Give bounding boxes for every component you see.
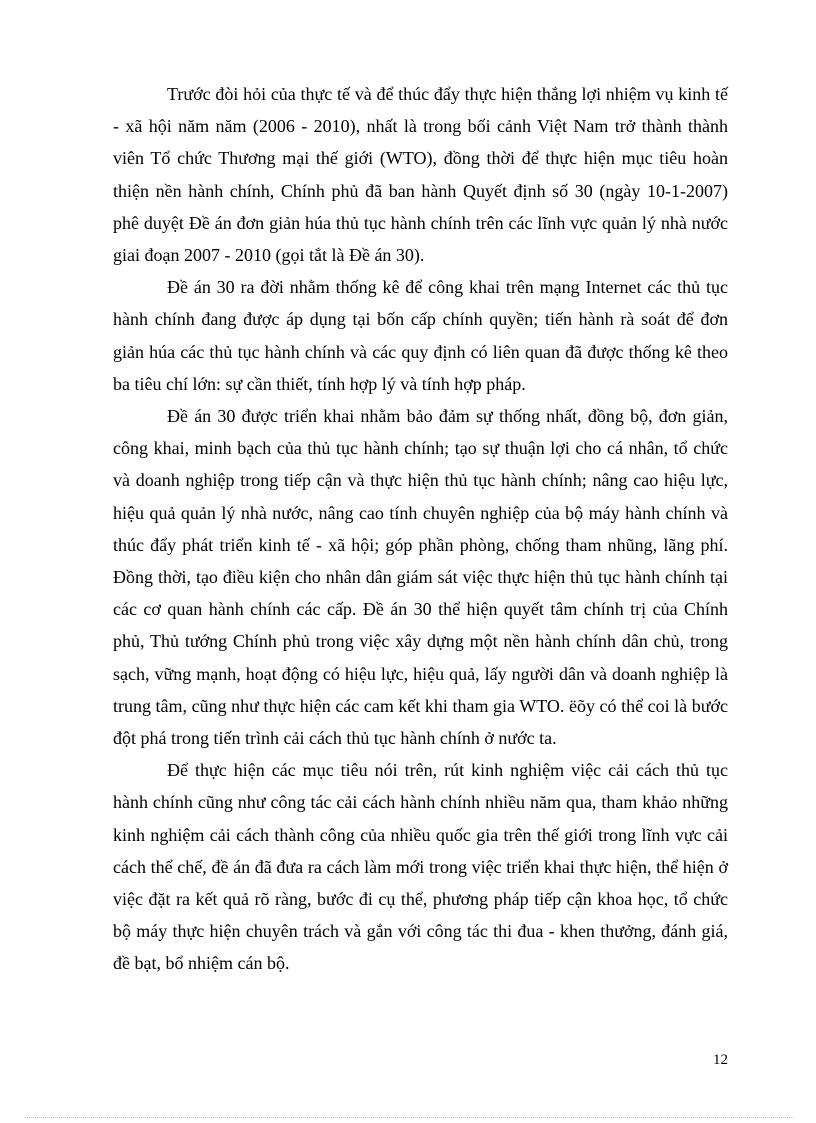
paragraph-1: Trước đòi hỏi của thực tế và để thúc đẩy thực hiện thắng lợi nhiệm vụ kinh tế - xã hội năm năm (2006 - 2010), nhất là trong bối cảnh Việt Nam trở thành thành viên Tổ chức Thương mại thế giới (WTO), đồng thời để thực hiện mục tiêu hoàn thiện nền hành chính, Chính phủ đã ban hành Quyết định số 30 (ngày 10-1-2007) phê duyệt Đề án đơn giản húa thủ tục hành chính trên các lĩnh vực quản lý nhà nước giai đoạn 2007 - 2010 (gọi tắt là Đề án 30). [113, 84, 728, 266]
page-bottom-divider [25, 1117, 794, 1118]
body-text [113, 78, 728, 980]
paragraph-2: Đề án 30 ra đời nhằm thống kê để công khai trên mạng Internet các thủ tục hành chính đang được áp dụng tại bốn cấp chính quyền; tiến hành rà soát để đơn giản húa các thủ tục hành chính và các quy định có liên quan đã được thống kê theo ba tiêu chí lớn: sự cần thiết, tính hợp lý và tính hợp pháp. [113, 277, 728, 394]
page-number: 12 [713, 1052, 728, 1068]
paragraph-4: Để thực hiện các mục tiêu nói trên, rút kinh nghiệm việc cải cách thủ tục hành chính cũng như công tác cải cách hành chính nhiều năm qua, tham khảo những kinh nghiệm cải cách thành công của nhiều quốc gia trên thế giới trong lĩnh vực cải cách thể chế, đề án đã đưa ra cách làm mới trong việc triển khai thực hiện, thể hiện ở việc đặt ra kết quả rõ ràng, bước đi cụ thể, phương pháp tiếp cận khoa học, tổ chức bộ máy thực hiện chuyên trách và gắn với công tác thi đua - khen thưởng, đánh giá, đề bạt, bổ nhiệm cán bộ. [113, 760, 728, 974]
paragraph-3: Đề án 30 được triển khai nhằm bảo đảm sự thống nhất, đồng bộ, đơn giản, công khai, minh bạch của thủ tục hành chính; tạo sự thuận lợi cho cá nhân, tổ chức và doanh nghiệp trong tiếp cận và thực hiện thủ tục hành chính; nâng cao hiệu lực, hiệu quả quản lý nhà nước, nâng cao tính chuyên nghiệp của bộ máy hành chính và thúc đẩy phát triển kinh tế - xã hội; góp phần phòng, chống tham nhũng, lãng phí. Đồng thời, tạo điều kiện cho nhân dân giám sát việc thực hiện thủ tục hành chính tại các cơ quan hành chính các cấp. Đề án 30 thể hiện quyết tâm chính trị của Chính phủ, Thủ tướng Chính phủ trong việc xây dựng một nền hành chính dân chủ, trong sạch, vững mạnh, hoạt động có hiệu lực, hiệu quả, lấy người dân và doanh nghiệp là trung tâm, cũng như thực hiện các cam kết khi tham gia WTO. ëõy có thể coi là bước đột phá trong tiến trình cải cách thủ tục hành chính ở nước ta. [113, 406, 728, 749]
